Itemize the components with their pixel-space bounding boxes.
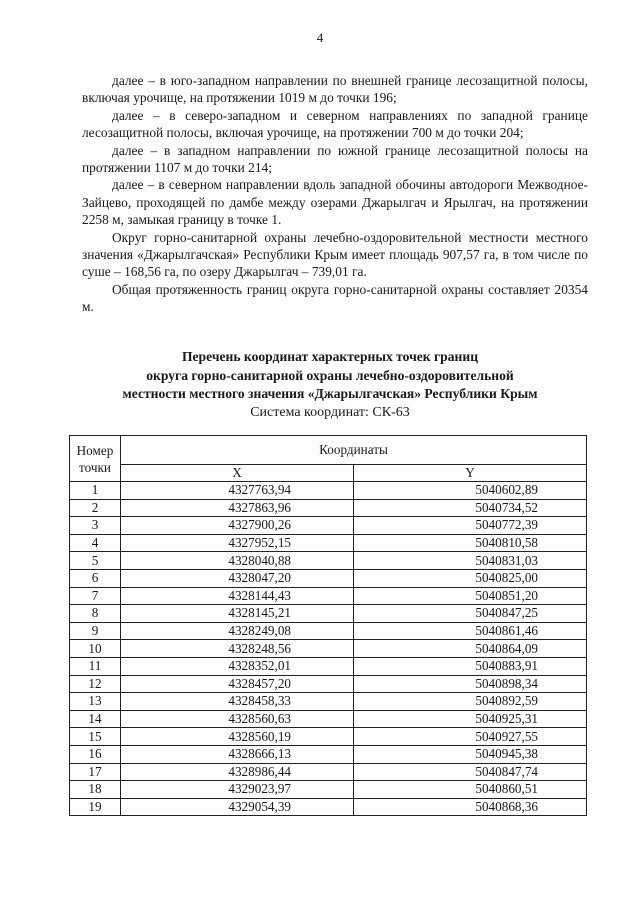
- x-coordinate-cell: 4328047,20: [121, 569, 354, 587]
- y-coordinate-cell: 5040831,03: [354, 552, 587, 570]
- y-coordinate-cell: 5040925,31: [354, 710, 587, 728]
- table-row: [70, 693, 587, 711]
- paragraph-length: Общая протяженность границ округа горно-санитарной охраны составляет 20354 м.: [82, 281, 588, 315]
- x-coordinate-cell: 4328457,20: [121, 675, 354, 693]
- table-row: [70, 622, 587, 640]
- point-number-cell: 18: [70, 781, 121, 799]
- y-coordinate-cell: 5040860,51: [354, 781, 587, 799]
- point-number-cell: 9: [70, 622, 121, 640]
- table-row: [70, 675, 587, 693]
- paragraph-north: далее – в северном направлении вдоль западной обочины автодороги Межводное-Зайцево, проходящей по дамбе между озерами Джарылгач и Ярылгач, на протяжении 2258 м, замыкая границу в точке 1.: [82, 177, 588, 228]
- table-row: [70, 657, 587, 675]
- point-number-cell: 8: [70, 605, 121, 623]
- paragraph-northwest: далее – в северо-западном и северном направлениях по западной границе лесозащитной полосы, включая урочище, на протяжении 700 м до точки 204;: [82, 107, 588, 141]
- page-number: 4: [316, 30, 324, 45]
- point-number-cell: 4: [70, 534, 121, 552]
- x-coordinate-cell: 4327763,94: [121, 482, 354, 500]
- y-coordinate-cell: 5040892,59: [354, 693, 587, 711]
- x-coordinate-cell: 4329054,39: [121, 798, 354, 816]
- point-number-cell: 1: [70, 482, 121, 500]
- paragraph-southwest: далее – в юго-западном направлении по внешней границе лесозащитной полосы, включая урочище, на протяжении 1019 м до точки 196;: [82, 73, 588, 106]
- x-coordinate-cell: 4328040,88: [121, 552, 354, 570]
- point-number-cell: 6: [70, 569, 121, 587]
- column-header-x: X: [121, 465, 354, 482]
- paragraph-west: далее – в западном направлении по южной границе лесозащитной полосы на протяжении 1107 м до точки 214;: [82, 142, 588, 176]
- x-coordinate-cell: 4328249,08: [121, 622, 354, 640]
- y-coordinate-cell: 5040847,74: [354, 763, 587, 781]
- table-row: [70, 569, 587, 587]
- body-text: [82, 72, 588, 316]
- table-row: [70, 763, 587, 781]
- point-number-cell: 5: [70, 552, 121, 570]
- point-number-cell: 15: [70, 728, 121, 746]
- y-coordinate-cell: 5040851,20: [354, 587, 587, 605]
- y-coordinate-cell: 5040772,39: [354, 517, 587, 535]
- point-number-cell: 2: [70, 499, 121, 517]
- point-number-cell: 10: [70, 640, 121, 658]
- table-row: [70, 552, 587, 570]
- y-coordinate-cell: 5040847,25: [354, 605, 587, 623]
- table-row: [70, 499, 587, 517]
- table-row: [70, 587, 587, 605]
- point-number-cell: 17: [70, 763, 121, 781]
- table-row: [70, 710, 587, 728]
- table-row: [70, 728, 587, 746]
- x-coordinate-cell: 4328352,01: [121, 657, 354, 675]
- table-row: [70, 781, 587, 799]
- y-coordinate-cell: 5040898,34: [354, 675, 587, 693]
- x-coordinate-cell: 4328560,19: [121, 728, 354, 746]
- point-number-cell: 16: [70, 745, 121, 763]
- y-coordinate-cell: 5040602,89: [354, 482, 587, 500]
- y-coordinate-cell: 5040810,58: [354, 534, 587, 552]
- coordinates-table: [69, 435, 587, 816]
- table-row: [70, 534, 587, 552]
- point-number-cell: 3: [70, 517, 121, 535]
- point-number-cell: 19: [70, 798, 121, 816]
- coordinate-system: Система координат: СК-63: [250, 404, 410, 420]
- x-coordinate-cell: 4328666,13: [121, 745, 354, 763]
- table-heading: [60, 348, 600, 422]
- table-row: [70, 605, 587, 623]
- x-coordinate-cell: 4328144,43: [121, 587, 354, 605]
- x-coordinate-cell: 4328560,63: [121, 710, 354, 728]
- column-header-coordinates: Координаты: [121, 436, 587, 465]
- point-number-cell: 13: [70, 693, 121, 711]
- y-coordinate-cell: 5040883,91: [354, 657, 587, 675]
- column-header-number: Номер точки: [70, 436, 121, 482]
- table-row: [70, 482, 587, 500]
- table-row: [70, 745, 587, 763]
- y-coordinate-cell: 5040864,09: [354, 640, 587, 658]
- x-coordinate-cell: 4327952,15: [121, 534, 354, 552]
- heading-line-3: местности местного значения «Джарылгачская» Республики Крым: [122, 386, 538, 401]
- paragraph-area: Округ горно-санитарной охраны лечебно-оздоровительной местности местного значения «Джарылгачская» Республики Крым имеет площадь 907,57 га, в том числе по суше – 168,56 га, по озеру Джарылгач – 739,01 га.: [82, 229, 588, 280]
- column-header-y: Y: [354, 465, 587, 482]
- table-body: [70, 482, 587, 816]
- x-coordinate-cell: 4329023,97: [121, 781, 354, 799]
- x-coordinate-cell: 4328986,44: [121, 763, 354, 781]
- heading-line-1: Перечень координат характерных точек границ: [181, 349, 479, 364]
- point-number-cell: 14: [70, 710, 121, 728]
- y-coordinate-cell: 5040825,00: [354, 569, 587, 587]
- y-coordinate-cell: 5040927,55: [354, 728, 587, 746]
- point-number-cell: 7: [70, 587, 121, 605]
- x-coordinate-cell: 4328145,21: [121, 605, 354, 623]
- point-number-cell: 11: [70, 657, 121, 675]
- table-row: [70, 798, 587, 816]
- y-coordinate-cell: 5040861,46: [354, 622, 587, 640]
- table-row: [70, 517, 587, 535]
- x-coordinate-cell: 4327900,26: [121, 517, 354, 535]
- x-coordinate-cell: 4328458,33: [121, 693, 354, 711]
- x-coordinate-cell: 4327863,96: [121, 499, 354, 517]
- y-coordinate-cell: 5040945,38: [354, 745, 587, 763]
- point-number-cell: 12: [70, 675, 121, 693]
- y-coordinate-cell: 5040868,36: [354, 798, 587, 816]
- table-row: [70, 640, 587, 658]
- x-coordinate-cell: 4328248,56: [121, 640, 354, 658]
- heading-line-2: округа горно-санитарной охраны лечебно-оздоровительной: [146, 367, 514, 383]
- y-coordinate-cell: 5040734,52: [354, 499, 587, 517]
